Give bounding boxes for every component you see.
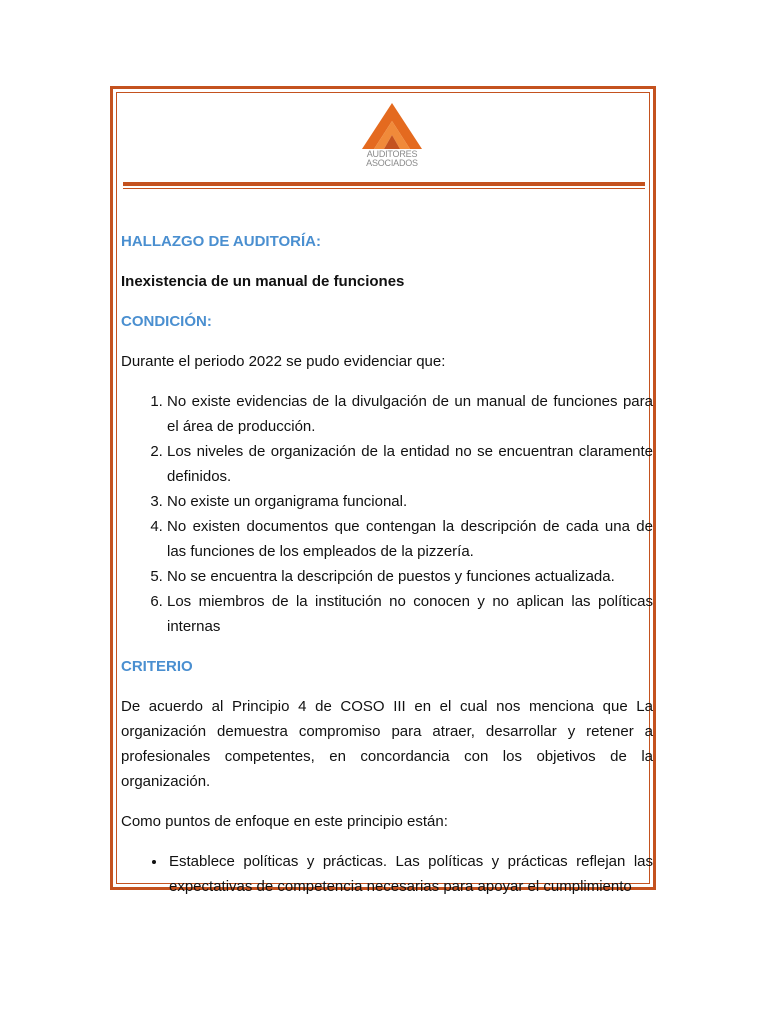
condition-item: 6. Los miembros de la institución no conocen y no aplican las políticas internas [167,589,653,639]
document-body [121,229,653,914]
condition-item: 3. No existe un organigrama funcional. [167,489,653,514]
logo-triangle-icon [360,101,424,151]
condition-list [121,389,653,639]
focus-list [121,849,653,899]
document-frame [110,86,656,895]
focus-item: • Establece políticas y prácticas. Las políticas y prácticas reflejan las expectativas de competencia necesarias para apoyar el cumplimiento [167,849,653,899]
criteria-heading: CRITERIO [121,658,193,675]
document-page [116,92,653,895]
condition-intro: Durante el periodo 2022 se pudo evidenciar que: [121,353,446,370]
criteria-paragraph: De acuerdo al Principio 4 de COSO III en el cual nos menciona que La organización demuestra compromiso para atraer, desarrollar y retener a profesionales competentes, en concordancia con los objetivos de la organización. [121,698,653,790]
condition-item: 1. No existe evidencias de la divulgación de un manual de funciones para el área de producción. [167,389,653,439]
condition-heading: CONDICIÓN: [121,313,212,330]
condition-item: 4. No existen documentos que contengan la descripción de cada una de las funciones de los empleados de la pizzería. [167,514,653,564]
condition-item: 2. Los niveles de organización de la entidad no se encuentran claramente definidos. [167,439,653,489]
finding-heading: HALLAZGO DE AUDITORÍA: [121,233,321,250]
header-rule [123,182,645,186]
logo-text [360,150,424,168]
auditores-asociados-logo [360,101,424,175]
logo-line-1: AUDITORES [366,149,418,159]
focus-intro: Como puntos de enfoque en este principio están: [121,813,448,830]
condition-item: 5. No se encuentra la descripción de puestos y funciones actualizada. [167,564,653,589]
logo-line-2: ASOCIADOS [366,158,418,168]
header-rule-thin [123,188,645,189]
finding-title: Inexistencia de un manual de funciones [121,273,405,290]
